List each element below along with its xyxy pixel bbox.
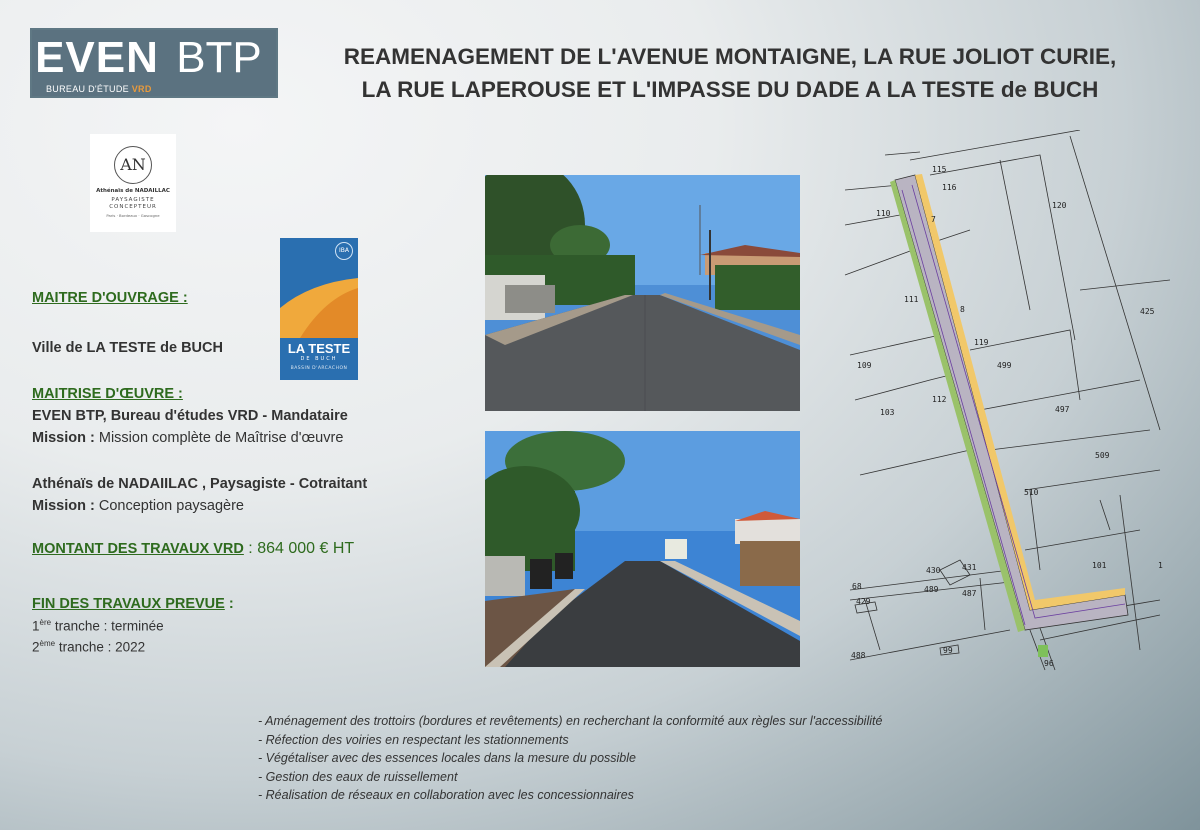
even-btp-logo — [30, 28, 278, 98]
tranche-1-text: tranche : terminée — [51, 618, 164, 634]
plan-label-115: 115 — [932, 165, 947, 174]
plan-label-68: 68 — [852, 582, 862, 591]
tranche-2-num: 2 — [32, 639, 40, 655]
plan-label-110: 110 — [876, 209, 891, 218]
plan-label-510: 510 — [1024, 488, 1039, 497]
montant-travaux — [32, 540, 354, 558]
tranche-1-num: 1 — [32, 618, 40, 634]
plan-label-488: 488 — [851, 651, 866, 660]
site-plan — [840, 130, 1170, 690]
la-teste-bassin: BASSIN D'ARCACHON — [290, 366, 348, 371]
logo-sub-prefix: BUREAU D'ÉTUDE — [46, 84, 129, 94]
page-title — [310, 40, 1150, 106]
athenais-monogram: AN — [114, 146, 152, 184]
plan-label-430: 430 — [926, 566, 941, 575]
bullet-2: - Réfection des voiries en respectant les stationnements — [258, 731, 882, 750]
street-photo-2 — [485, 431, 800, 667]
plan-label-425: 425 — [1140, 307, 1155, 316]
plan-label-120: 120 — [1052, 201, 1067, 210]
plan-label-111: 111 — [904, 295, 919, 304]
la-teste-logo — [280, 238, 358, 380]
athenais-role-1: PAYSAGISTE — [111, 197, 155, 203]
bullet-1: - Aménagement des trottoirs (bordures et revêtements) en recherchant la conformité aux règles sur l'accessibilité — [258, 712, 882, 731]
plan-label-96: 96 — [1044, 659, 1054, 668]
fin-sep: : — [224, 596, 234, 612]
plan-label-429: 429 — [856, 597, 871, 606]
tranche-1 — [32, 618, 164, 634]
maitrise-oeuvre-line2: Athénaïs de NADAIILAC , Paysagiste - Cotraitant — [32, 476, 368, 492]
montant-value: 864 000 € HT — [257, 540, 355, 557]
mission-label-1: Mission : — [32, 430, 95, 446]
bullet-4: - Gestion des eaux de ruissellement — [258, 768, 882, 787]
maitre-ouvrage-value: Ville de LA TESTE de BUCH — [32, 340, 223, 356]
plan-label-489: 489 — [924, 585, 939, 594]
plan-label-431: 431 — [962, 563, 977, 572]
logo-sub-vrd: VRD — [131, 84, 152, 94]
tranche-2 — [32, 639, 145, 655]
mission-1 — [32, 430, 343, 446]
bullet-5: - Réalisation de réseaux en collaboration avec les concessionnaires — [258, 786, 882, 805]
logo-subtitle — [46, 84, 152, 94]
plan-label-7: 7 — [931, 215, 936, 224]
work-bullets — [258, 712, 882, 805]
montant-heading: MONTANT DES TRAVAUX VRD — [32, 541, 244, 557]
plan-label-109: 109 — [857, 361, 872, 370]
bullet-3: - Végétaliser avec des essences locales dans la mesure du possible — [258, 749, 882, 768]
dune-graphic — [280, 278, 358, 338]
title-line-2: LA RUE LAPEROUSE ET L'IMPASSE DU DADE A LA TESTE de BUCH — [361, 77, 1099, 102]
la-teste-de-buch: DE BUCH — [300, 356, 338, 362]
athenais-places: Paris · Bordeaux · Gascogne — [106, 213, 160, 218]
street-photo-1 — [485, 175, 800, 411]
plan-label-1: 1 — [1158, 561, 1163, 570]
plan-label-8: 8 — [960, 305, 965, 314]
tranche-1-sup: ère — [39, 618, 52, 627]
mission-1-text: Mission complète de Maîtrise d'œuvre — [94, 430, 344, 446]
plan-label-99: 99 — [943, 646, 953, 655]
title-line-1: REAMENAGEMENT DE L'AVENUE MONTAIGNE, LA RUE JOLIOT CURIE, — [343, 44, 1117, 69]
mission-2 — [32, 498, 244, 514]
plan-label-103: 103 — [880, 408, 895, 417]
mission-2-text: Conception paysagère — [94, 498, 244, 514]
athenais-logo — [90, 134, 176, 232]
plan-label-497: 497 — [1055, 405, 1070, 414]
logo-btp-text: BTP — [162, 30, 276, 86]
maitrise-oeuvre-line1: EVEN BTP, Bureau d'études VRD - Mandataire — [32, 408, 348, 424]
plan-label-509: 509 — [1095, 451, 1110, 460]
fin-heading: FIN DES TRAVAUX PREVUE — [32, 596, 225, 612]
plan-label-487: 487 — [962, 589, 977, 598]
mission-label-2: Mission : — [32, 498, 95, 514]
athenais-role — [90, 197, 176, 211]
la-teste-badge: IBA — [335, 242, 353, 260]
la-teste-name: LA TESTE — [287, 341, 351, 356]
fin-travaux — [32, 596, 234, 612]
plan-label-499: 499 — [997, 361, 1012, 370]
plan-label-101: 101 — [1092, 561, 1107, 570]
athenais-name: Athénaïs de NADAILLAC — [96, 188, 170, 194]
maitre-ouvrage-heading: MAITRE D'OUVRAGE : — [32, 290, 188, 306]
tranche-2-text: tranche : 2022 — [55, 639, 146, 655]
logo-even-text: EVEN — [32, 30, 162, 96]
athenais-role-2: CONCEPTEUR — [109, 204, 157, 210]
plan-label-116: 116 — [942, 183, 957, 192]
tranche-2-sup: ème — [39, 639, 56, 648]
maitrise-oeuvre-heading: MAITRISE D'ŒUVRE : — [32, 386, 183, 402]
plan-label-119: 119 — [974, 338, 989, 347]
plan-label-112: 112 — [932, 395, 947, 404]
montant-sep: : — [243, 540, 258, 557]
